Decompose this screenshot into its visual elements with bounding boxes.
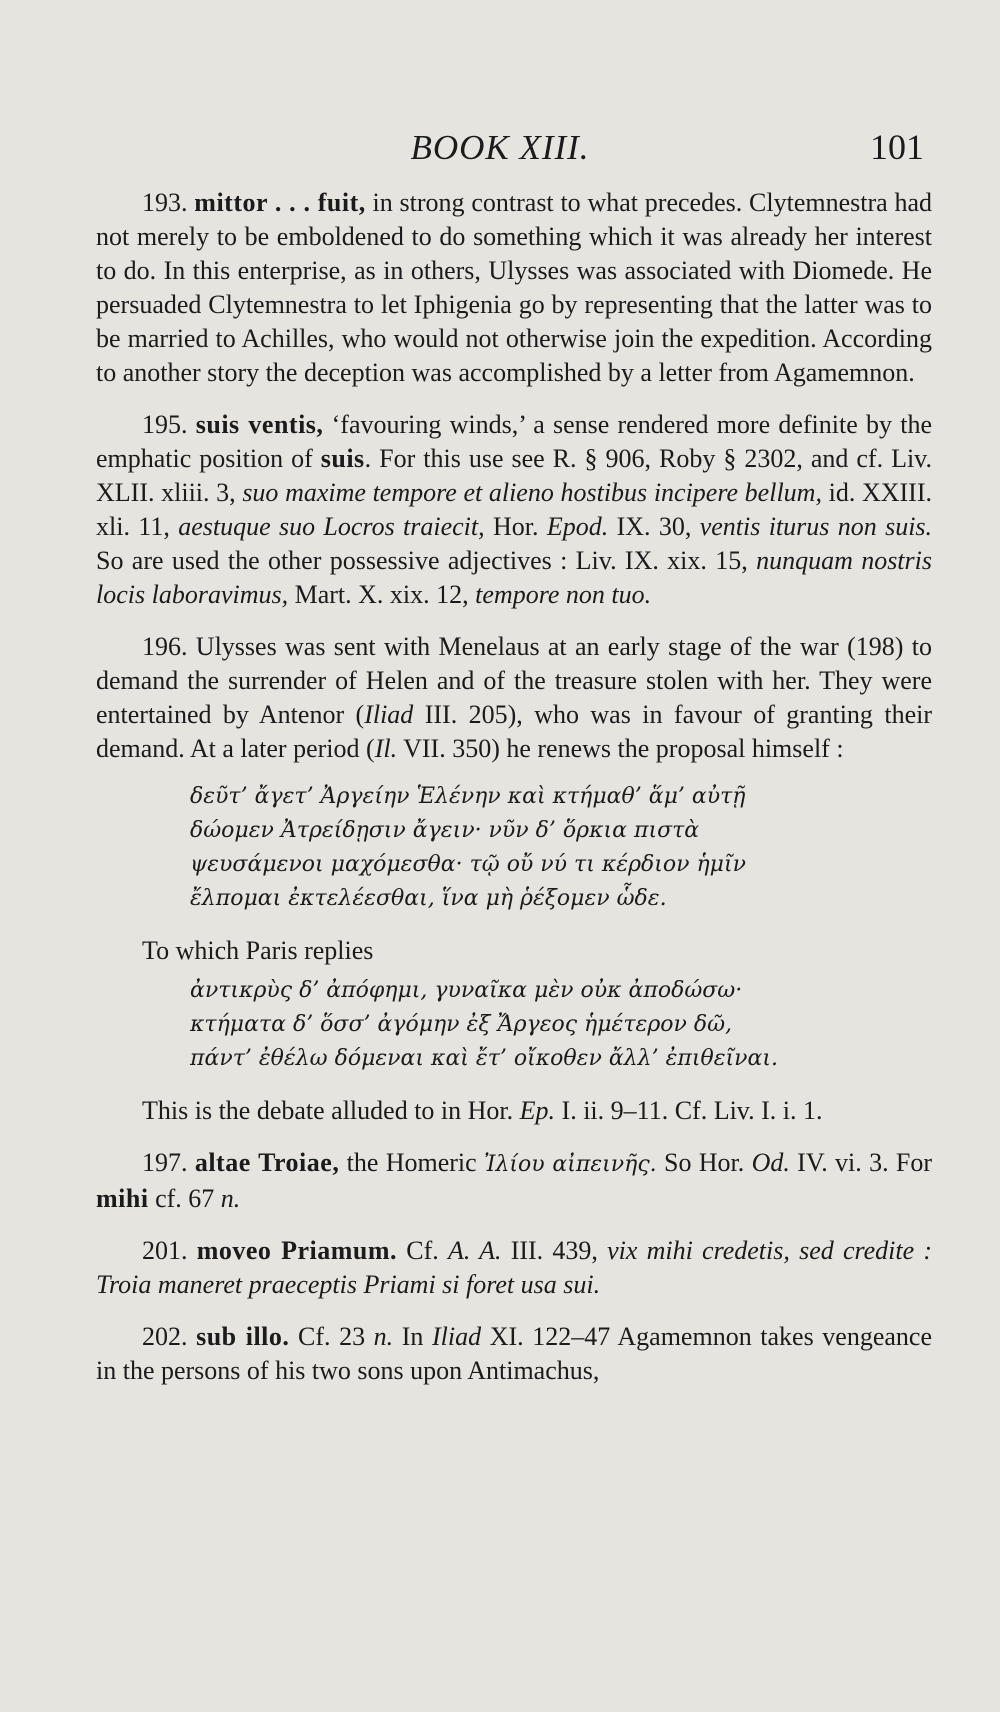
work-title: Il.	[374, 734, 398, 763]
greek-line: πάντ’ ἐθέλω δόμεναι καὶ ἔτ’ οἴκοθεν ἄλλ’ ἐπιθεῖναι.	[190, 1046, 778, 1071]
note-lemma: altae Troiae,	[194, 1148, 340, 1177]
note-number: 193.	[142, 188, 188, 217]
work-title: A. A.	[447, 1236, 502, 1265]
note-196	[96, 630, 932, 1128]
greek-phrase: Ἰλίου αἰπεινῆς.	[483, 1152, 657, 1177]
greek-quote-paris	[190, 974, 932, 1076]
note-text: . For this use see R. § 906, Roby § 2302, and cf. Liv. XLII. xliii. 3,	[96, 444, 932, 507]
note-text: Cf. 23	[289, 1322, 374, 1351]
note-text: IV. vi. 3. For	[789, 1148, 933, 1177]
greek-line: ψευσάμενοι μαχόμεσθα· τῷ οὔ νύ τι κέρδιον ἡμῖν	[190, 852, 746, 877]
note-number: 197.	[142, 1148, 188, 1177]
note-202	[96, 1320, 932, 1388]
note-number: 202.	[142, 1322, 188, 1351]
note-lemma: sub illo.	[196, 1322, 290, 1351]
note-text: VII. 350) he renews the proposal himself :	[397, 734, 844, 763]
note-text: III. 205), who was in favour of granting their demand. At a later period (	[96, 700, 932, 763]
note-number: 195.	[142, 410, 188, 439]
note-197	[96, 1146, 932, 1216]
note-text: This is the debate alluded to in Hor.	[142, 1096, 520, 1125]
work-title: Iliad	[432, 1322, 482, 1351]
note-lemma-inline: mihi	[96, 1184, 149, 1213]
book-title: BOOK XIII.	[410, 128, 590, 167]
note-195	[96, 408, 932, 612]
note-number: 196.	[142, 632, 188, 661]
running-head	[0, 122, 1000, 174]
greek-line: δεῦτ’ ἄγετ’ Ἀργείην Ἑλένην καὶ κτήμαθ’ ἅμ’ αὐτῇ	[190, 784, 746, 809]
note-lemma: mittor . . . fuit,	[194, 188, 366, 217]
note-193	[96, 186, 932, 390]
note-text: cf. 67	[148, 1184, 221, 1213]
greek-line: ἀντικρὺς δ’ ἀπόφημι, γυναῖκα μὲν οὐκ ἀποδώσω·	[190, 978, 743, 1003]
note-text: in strong contrast to what precedes. Clytemnestra had not merely to be emboldened to do something which it was already her interest to do. In this enterprise, as in others, Ulysses was associated with Diomede. He persuaded Clytemnestra to let Iphigenia go by representing that the latter was to be married to Achilles, who would not otherwise join the expedition. According to another story the deception was accomplished by a letter from Agamemnon.	[96, 188, 932, 387]
latin-quote: tempore non tuo.	[475, 580, 652, 609]
note-196-intro	[96, 630, 932, 766]
note-abbrev: n.	[220, 1184, 241, 1213]
work-title: Od.	[751, 1148, 790, 1177]
note-lemma: suis ventis,	[195, 410, 324, 439]
greek-line: ἔλπομαι ἐκτελέεσθαι, ἵνα μὴ ῥέξομεν ὧδε.	[190, 886, 667, 911]
note-text: I. ii. 9–11. Cf. Liv. I. i. 1.	[555, 1096, 823, 1125]
note-text: III. 439,	[501, 1236, 608, 1265]
note-text: Hor.	[484, 512, 547, 541]
greek-line: κτήματα δ’ ὅσσ’ ἀγόμην ἐξ Ἄργεος ἡμέτερον δῶ,	[190, 1012, 733, 1037]
note-text: So are used the other possessive adjectives : Liv. IX. xix. 15,	[96, 546, 757, 575]
note-201	[96, 1234, 932, 1302]
commentary-body	[96, 186, 932, 1388]
note-text: Mart. X. xix. 12,	[288, 580, 476, 609]
latin-quote: aestuque suo Locros traiecit,	[178, 512, 485, 541]
work-title: Epod.	[546, 512, 609, 541]
note-text: Ulysses was sent with Menelaus at an early stage of the war (198) to demand the surrender of Helen and of the treasure stolen with her. They were entertained by Antenor (	[96, 632, 932, 729]
latin-quote: nunquam nostris locis laboravimus,	[96, 546, 932, 609]
latin-quote: suo maxime tempore et alieno hostibus incipere bellum,	[242, 478, 822, 507]
note-text: Cf.	[397, 1236, 448, 1265]
greek-line: δώομεν Ἀτρείδῃσιν ἄγειν· νῦν δ’ ὅρκια πιστὰ	[190, 818, 700, 843]
latin-quote: vix mihi credetis, sed credite : Troia maneret praeceptis Priami si foret usa sui.	[96, 1236, 933, 1299]
note-text: the Homeric	[339, 1148, 484, 1177]
note-lemma: moveo Priamum.	[196, 1236, 398, 1265]
work-title: Ep.	[519, 1096, 556, 1125]
latin-quote: ventis iturus non suis.	[699, 512, 933, 541]
note-text: id. XXIII. xli. 11,	[96, 478, 932, 541]
note-number: 201.	[142, 1236, 188, 1265]
greek-quote-antenor	[190, 780, 932, 916]
page-number: 101	[870, 127, 924, 167]
note-text: In	[393, 1322, 433, 1351]
note-abbrev: n.	[373, 1322, 394, 1351]
note-text: IX. 30,	[608, 512, 700, 541]
note-text: So Hor.	[656, 1148, 752, 1177]
work-title: Iliad	[364, 700, 414, 729]
paris-intro: To which Paris replies	[142, 936, 374, 965]
note-lemma-inline: suis	[320, 444, 365, 473]
note-196-close	[96, 1094, 932, 1128]
note-text: XI. 122–47 Agamemnon takes vengeance in the persons of his two sons upon Antimachus,	[96, 1322, 932, 1385]
note-text: ‘favouring winds,’ a sense rendered more definite by the emphatic position of	[96, 410, 933, 473]
